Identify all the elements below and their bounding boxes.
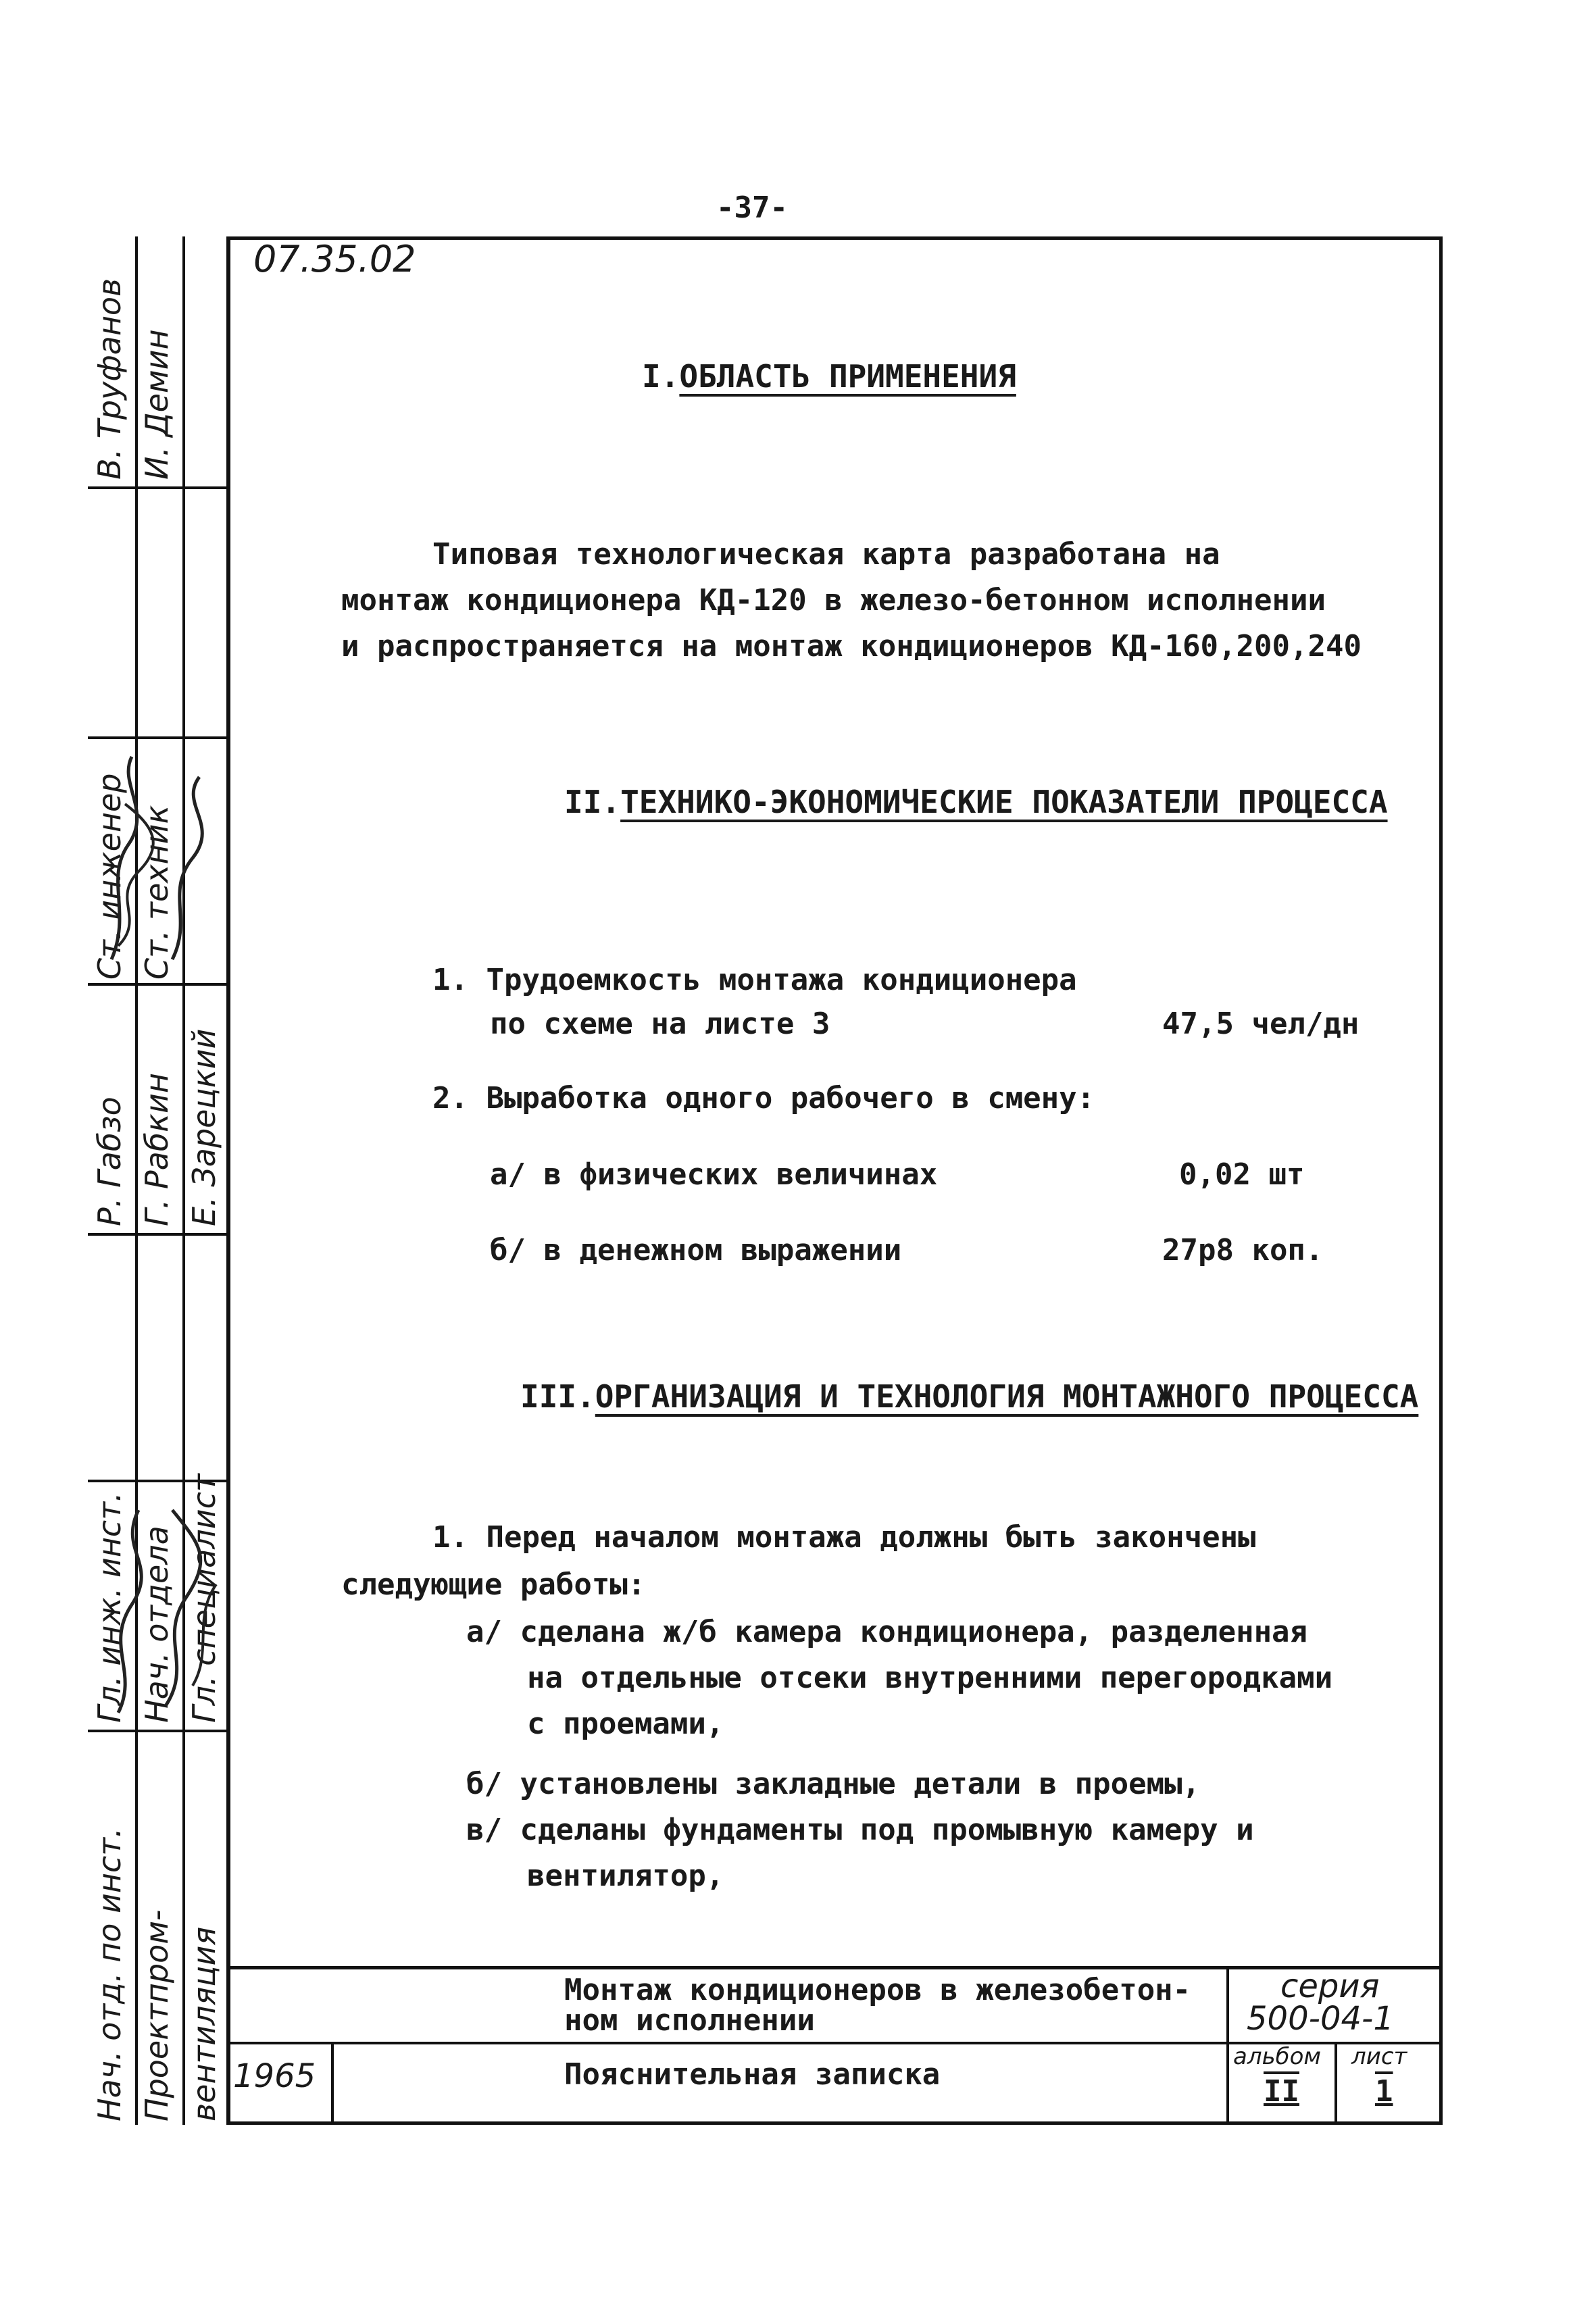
section-1-heading [642,358,1016,395]
document-code: 07.35.02 [253,238,416,280]
sheet-label: лист [1351,2043,1407,2070]
signer-name-1: В. Труфанов [91,278,128,480]
section-1-line-1: Типовая технологическая карта разработана на [432,537,1220,572]
section-3-line-1: 1. Перед началом монтажа должны быть закончены [432,1520,1256,1555]
stamp-title-line-2: ном исполнении [564,2003,815,2038]
signer-role-1: Ст. инженер [91,773,128,980]
section-2-heading [564,784,1388,820]
organization-name: Проектпром- [139,1909,175,2121]
series-label: серия [1280,1967,1380,2005]
section-3-line-2: следующие работы: [341,1567,646,1602]
section-3-line-7: в/ сделаны фундаменты под промывную камеру и [466,1813,1254,1847]
section-3-line-8: вентилятор, [527,1859,724,1893]
section-3-line-6: б/ установлены закладные детали в проемы, [466,1767,1201,1801]
title-block [226,1966,1443,2125]
section-3-line-3: а/ сделана ж/б камера кондиционера, разделенная [466,1615,1308,1649]
signer-name-4: Г. Рабкин [139,1073,175,1226]
output-monetary-label: б/ в денежном выражении [490,1233,902,1267]
output-heading: 2. Выработка одного рабочего в смену: [432,1081,1095,1115]
output-physical-value: 0,02 шт [1179,1157,1305,1192]
output-monetary-value: 27р8 коп. [1162,1233,1324,1267]
section-1-line-3: и распространяется на монтаж кондиционеров КД-160,200,240 [341,629,1362,663]
section-2-number: II. [564,784,621,820]
labor-intensity-line-1: 1. Трудоемкость монтажа кондиционера [432,963,1077,997]
signature-mark-2 [91,1483,226,1726]
organization-subname: вентиляция [186,1926,222,2121]
signer-name-5: Е. Зарецкий [186,1028,222,1226]
signature-mark-1 [91,743,226,973]
signer-role-3: Нач. отд. по инст. [91,1828,128,2121]
section-3-title: ОРГАНИЗАЦИЯ И ТЕХНОЛОГИЯ МОНТАЖНОГО ПРОЦЕССА [595,1378,1419,1415]
section-1-number: I. [642,358,680,395]
signature-strip [88,236,226,2125]
section-3-number: III. [520,1378,595,1415]
section-3-line-5: с проемами, [527,1707,724,1741]
signer-role-6: Гл. специалист [186,1474,222,1723]
album-value: II [1264,2074,1299,2109]
stamp-title-line-1: Монтаж кондиционеров в железобетон- [564,1973,1191,2007]
page-number: -37- [716,191,788,225]
signer-name-3: И. Демин [139,329,175,480]
section-3-heading [520,1378,1418,1415]
section-3-line-4: на отдельные отсеки внутренними перегородками [527,1661,1333,1695]
signer-role-5: Нач. отдела [139,1526,175,1723]
section-1-title: ОБЛАСТЬ ПРИМЕНЕНИЯ [679,358,1016,395]
labor-intensity-line-2: по схеме на листе 3 [490,1007,830,1041]
series-value: 500-04-1 [1247,2000,1394,2038]
signer-role-2: Гл. инж. инст. [91,1492,128,1723]
labor-intensity-value: 47,5 чел/дн [1162,1007,1360,1041]
album-label: альбом [1233,2043,1322,2070]
section-1-line-2: монтаж кондиционера КД-120 в железо-бетонном исполнении [341,583,1326,618]
signer-name-2: Р. Габзо [91,1097,128,1226]
section-2-title: ТЕХНИКО-ЭКОНОМИЧЕСКИЕ ПОКАЗАТЕЛИ ПРОЦЕССА [620,784,1388,820]
output-physical-label: а/ в физических величинах [490,1157,938,1192]
stamp-document-name: Пояснительная записка [564,2057,941,2092]
signer-role-4: Ст. техник [139,805,175,980]
sheet-value: 1 [1375,2074,1393,2109]
stamp-year: 1965 [233,2057,316,2095]
